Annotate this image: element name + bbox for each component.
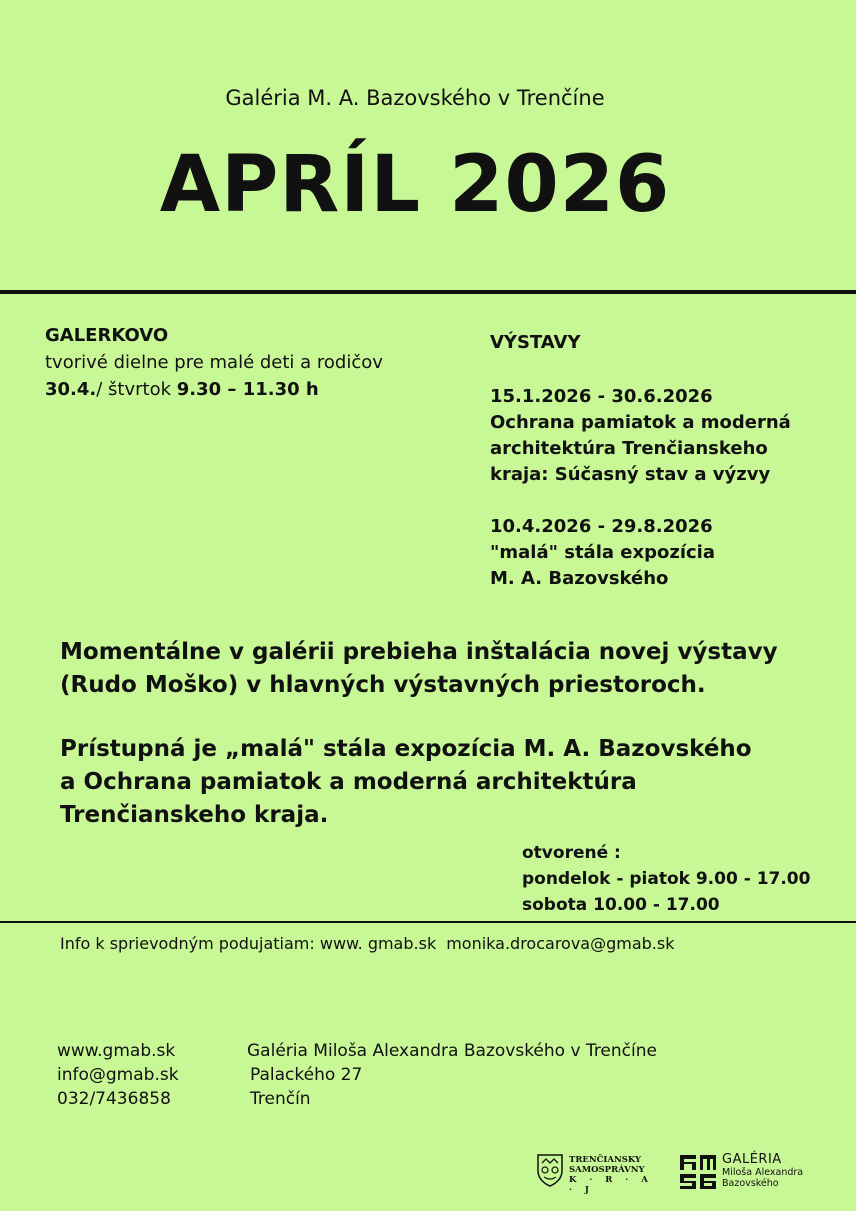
galerkovo-subtitle: tvorivé dielne pre malé deti a rodičov xyxy=(45,352,383,373)
website-link[interactable]: www.gmab.sk xyxy=(57,1041,176,1061)
exhibition-title-line: architektúra Trenčianskeho xyxy=(490,438,768,459)
installation-notice xyxy=(60,636,850,863)
notice-line: Momentálne v galérii prebieha inštalácia novej výstavy xyxy=(60,639,778,665)
exhibition-title-line: M. A. Bazovského xyxy=(490,568,669,589)
galerkovo-time: 9.30 – 11.30 h xyxy=(176,379,319,400)
galerkovo-date: 30.4. xyxy=(45,379,97,400)
contact-email-link[interactable]: monika.drocarova@gmab.sk xyxy=(446,934,675,953)
postal-address xyxy=(247,1039,657,1111)
email-link[interactable]: info@gmab.sk xyxy=(57,1065,179,1085)
tsk-logo-line: TRENČIANSKY xyxy=(569,1155,642,1165)
exhibition-dates: 10.4.2026 - 29.8.2026 xyxy=(490,516,713,537)
tsk-crest-icon xyxy=(536,1153,564,1187)
tsk-logo-line: SAMOSPRÁVNY xyxy=(569,1165,645,1175)
bottom-divider xyxy=(0,921,856,923)
opening-hours xyxy=(522,840,842,918)
gallery-logo-sub: Miloša Alexandra xyxy=(722,1167,804,1178)
exhibitions-heading: VÝSTAVY xyxy=(490,332,581,353)
galerkovo-heading: GALERKOVO xyxy=(45,325,169,346)
gallery-logo-sub: Bazovského xyxy=(722,1178,779,1189)
exhibition-title-line: Ochrana pamiatok a moderná xyxy=(490,412,791,433)
opening-hours-weekdays: pondelok - piatok 9.00 - 17.00 xyxy=(522,869,811,889)
notice-line: a Ochrana pamiatok a moderná architektúra xyxy=(60,769,637,795)
opening-hours-label: otvorené : xyxy=(522,843,621,863)
page-title: APRÍL 2026 xyxy=(159,140,671,230)
events-info xyxy=(60,934,685,953)
exhibition-dates: 15.1.2026 - 30.6.2026 xyxy=(490,386,713,407)
tsk-logo-line: K · R · A · J xyxy=(569,1175,653,1195)
contact-details xyxy=(57,1039,179,1111)
notice-paragraph xyxy=(60,733,850,832)
galerkovo-day: / štvrtok xyxy=(96,379,177,400)
gallery-logo-text xyxy=(722,1153,803,1189)
phone-number: 032/7436858 xyxy=(57,1089,171,1109)
opening-hours-saturday: sobota 10.00 - 17.00 xyxy=(522,895,720,915)
gallery-logo-title: GALÉRIA xyxy=(722,1152,782,1167)
exhibition-item xyxy=(490,384,840,488)
address-name: Galéria Miloša Alexandra Bazovského v Trenčíne xyxy=(247,1041,657,1061)
tsk-logo-text xyxy=(569,1155,656,1195)
gallery-logo xyxy=(680,1153,810,1191)
galerkovo-section xyxy=(45,322,465,403)
notice-line: (Rudo Moško) v hlavných výstavných priestoroch. xyxy=(60,672,706,698)
exhibition-title-line: kraja: Súčasný stav a výzvy xyxy=(490,464,771,485)
top-divider xyxy=(0,290,856,294)
notice-line: Trenčianskeho kraja. xyxy=(60,802,329,828)
address-city: Trenčín xyxy=(250,1089,311,1109)
gallery-mark-icon xyxy=(680,1155,716,1189)
galerkovo-schedule xyxy=(45,376,465,403)
notice-paragraph xyxy=(60,636,850,702)
address-street: Palackého 27 xyxy=(250,1065,363,1085)
events-info-text: Info k sprievodným podujatiam: www. gmab.sk xyxy=(60,934,437,953)
tsk-logo xyxy=(536,1153,656,1195)
gallery-name: Galéria M. A. Bazovského v Trenčíne xyxy=(225,86,605,110)
exhibition-title-line: "malá" stála expozícia xyxy=(490,542,715,563)
notice-line: Prístupná je „malá" stála expozícia M. A. Bazovského xyxy=(60,736,752,762)
exhibitions-section xyxy=(490,330,840,618)
exhibition-item xyxy=(490,514,840,592)
